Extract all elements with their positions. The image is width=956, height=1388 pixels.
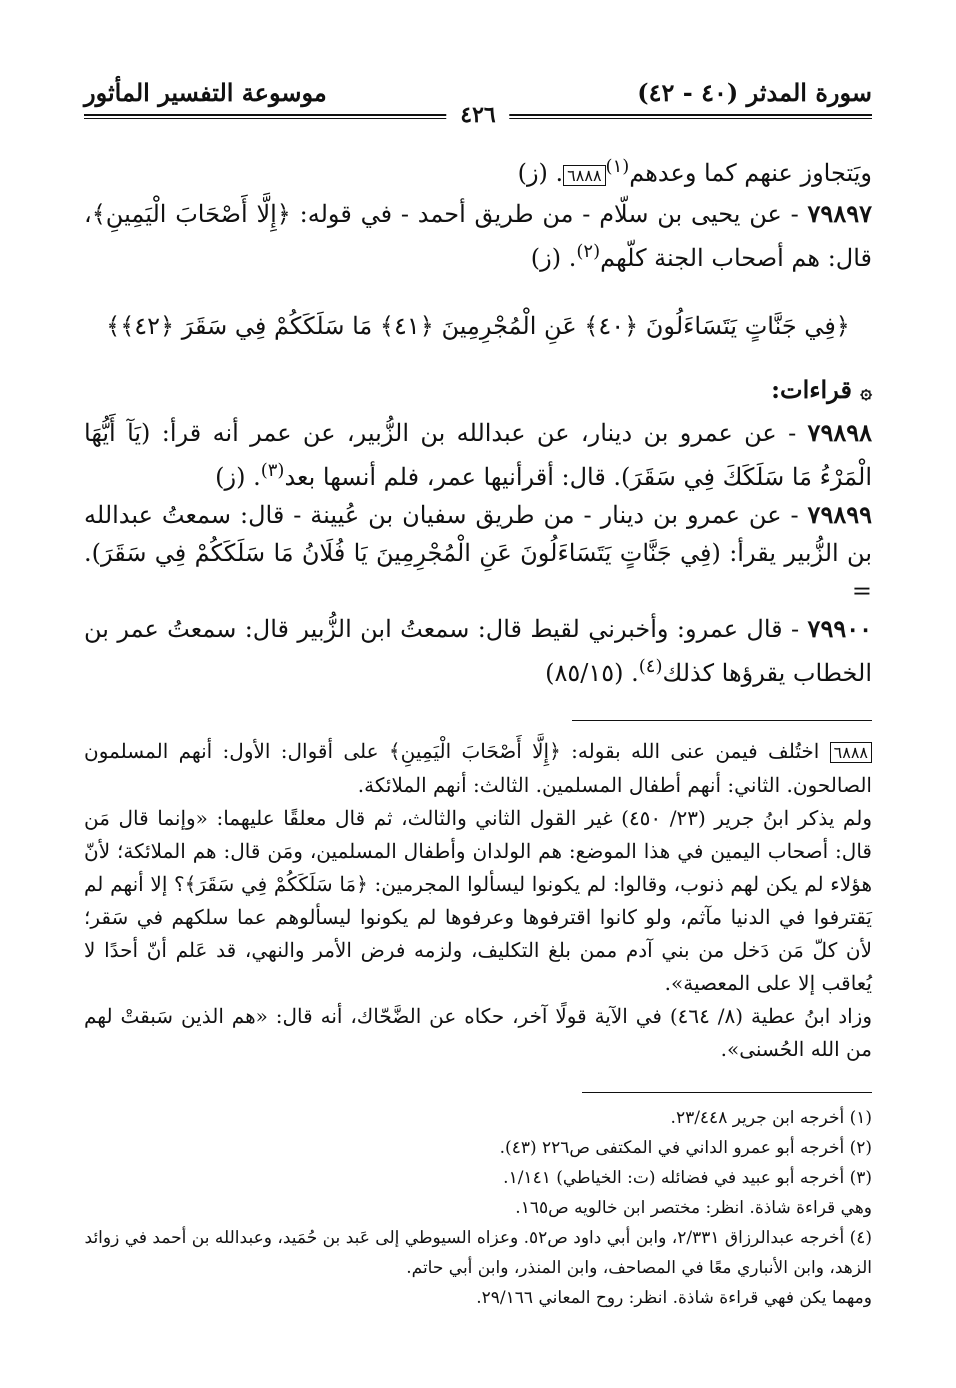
footnote: ومهما يكن فهي قراءة شاذة. انظر: روح المعاني ٢٩/١٦٦. (476, 1288, 872, 1308)
narration-number: ٧٩٩٠٠ (807, 614, 872, 643)
surah-title: سورة المدثر (٤٠ - ٤٢) (637, 78, 872, 107)
narration-number: ٧٩٨٩٧ (807, 199, 872, 228)
note-number-box: ٦٨٨٨ (830, 742, 872, 763)
note-paragraph: ٦٨٨٨ اختُلف فيمن عنى الله بقوله: ﴿إِلَّا أَصْحَابَ الْيَمِينِ﴾ على أقوال: الأول: أنهم المسلمون الصالحون. الثاني: أنهم أطفال المسلمين. الثالث: أنهم الملائكة. (84, 739, 872, 797)
narration-79900: ٧٩٩٠٠ - قال عمرو: وأخبرني لقيط قال: سمعتُ ابن الزُّبير قال: سمعتُ عمر بن الخطاب يقرؤها كذلك$^{(٤)}$. (٨٥/١٥) (84, 614, 872, 687)
commentary-note (84, 735, 872, 1066)
narration-number: ٧٩٨٩٨ (807, 418, 872, 447)
narration-79899: ٧٩٨٩٩ - عن عمرو بن دينار - من طريق سفيان بن عُيينة - قال: سمعتُ عبدالله بن الزُّبير يقرأ: (فِي جَنَّاتٍ يَتَسَاءَلُونَ عَنِ الْمُجْرِمِينَ يَا فُلَانُ مَا سَلَكَكُمْ فِي سَقَرَ). = (84, 500, 872, 605)
footnote: (٢) أخرجه أبو عمرو الداني في المكتفى ص٢٢٦ (٤٣). (499, 1138, 872, 1158)
quran-verse: ﴿فِي جَنَّاتٍ يَتَسَاءَلُونَ ﴿٤٠﴾ عَنِ الْمُجْرِمِينَ ﴿٤١﴾ مَا سَلَكَكُمْ فِي سَقَرَ ﴿٤٢﴾﴾ (106, 312, 850, 340)
footnote-ref[interactable]: (٣) (260, 460, 285, 481)
narration-79898: ٧٩٨٩٨ - عن عمرو بن دينار، عن عبدالله بن الزُّبير، عن عمر أنه قرأ: (يَآ أَيُّهَا الْمَرْءُ مَا سَلَكَكَ فِي سَقَرَ). قال: أقرأنيها عمر، فلم أنسها بعد$^{(٣)}$. (ز) (84, 418, 872, 491)
paragraph: ويَتجاوز عنهم كما وعدهم$^{(١)}$٦٨٨٨. (ز) (517, 156, 872, 187)
note-paragraph: ولم يذكر ابنُ جرير (٢٣/ ٤٥٠) غير القول الثاني والثالث، ثم قال معلقًا عليهما: «وإنما قال مَن قال: أصحاب اليمين في هذا الموضع: هم الولدان وأطفال المسلمين، ومَن قال: هم الملائكة؛ لأنّ هؤلاء لم يكن لهم ذنوب، وقالوا: لم يكونوا ليسألوا المجرمين: ﴿مَا سَلَكَكُمْ فِي سَقَرَ﴾؟ إلا أنهم لم يَقترفوا في الدنيا مآثم، ولو كانوا اقترفوها وعرفوها لم يكونوا ليسألوهم عما سلكهم في سَقر؛ لأن كلّ مَن دَخل من بني آدم ممن بلغ التكليف، ولزمه فرض الأمر والنهي، قد عَلم أنّ أحدًا لا يُعاقب إلا على المعصية». (84, 806, 872, 995)
note-ref-box[interactable]: ٦٨٨٨ (563, 165, 605, 186)
note-paragraph: وزاد ابنُ عطية (٨/ ٤٦٤) في الآية قولًا آخر، حكاه عن الضَّحّاك، أنه قال: «هم الذين سَبقتْ لهم من الله الحُسنى». (84, 1004, 872, 1061)
footnote-ref[interactable]: (٢) (576, 241, 601, 262)
footnotes (84, 1103, 872, 1313)
page (84, 70, 872, 1313)
footnote: (٣) أخرجه أبو عبيد في فضائله (ت: الخياطي) ١/١٤١. (503, 1168, 872, 1188)
main-text (84, 148, 872, 692)
footnote: (٤) أخرجه عبدالرزاق ٢/٣٣١، وابن أبي داود ص٥٢. وعزاه السيوطي إلى عَبد بن حُمَيد، وعبدالله بن أحمد في زوائد الزهد، وابن الأنباري معًا في المصاحف، وابن المنذر، وابن أبي حاتم. (84, 1228, 872, 1278)
footnote: وهي قراءة شاذة. انظر: مختصر ابن خالويه ص١٦٥. (515, 1198, 872, 1218)
ornament-icon: ۞ (860, 379, 872, 403)
page-header (84, 70, 872, 128)
page-number: ٤٢٦ (446, 102, 509, 128)
section-heading: ۞ قراءات: (771, 375, 872, 404)
footnote: (١) أخرجه ابن جرير ٢٣/٤٤٨. (670, 1108, 872, 1128)
narration-number: ٧٩٨٩٩ (807, 500, 872, 529)
note-separator (572, 720, 872, 721)
footnote-ref[interactable]: (١) (605, 156, 630, 177)
narration-79897: ٧٩٨٩٧ - عن يحيى بن سلّام - من طريق أحمد - في قوله: ﴿إِلَّا أَصْحَابَ الْيَمِينِ﴾، قال: هم أصحاب الجنة كلّهم$^{(٢)}$. (ز) (84, 199, 872, 272)
footnote-ref[interactable]: (٤) (638, 656, 663, 677)
footnote-separator (582, 1092, 872, 1093)
book-title: موسوعة التفسير المأثور (84, 78, 327, 107)
